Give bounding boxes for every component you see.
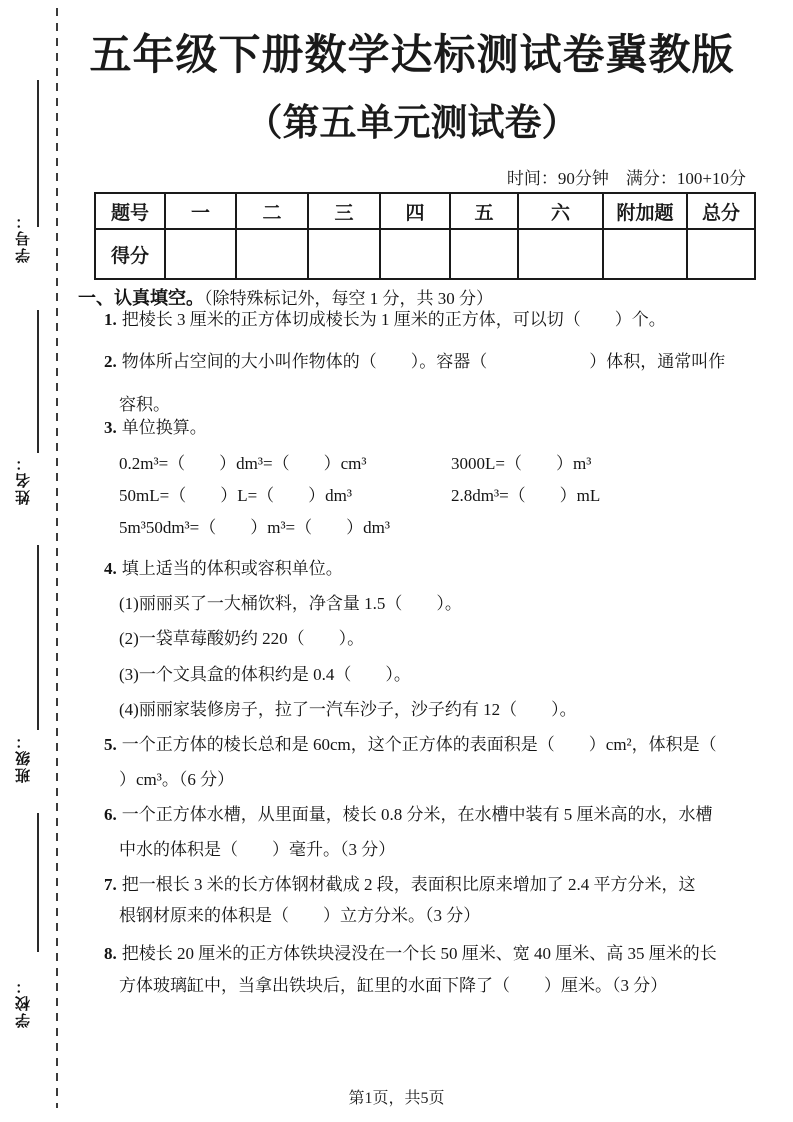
question-2-number: 2. bbox=[104, 352, 117, 371]
question-2-text-cont: 容积。 bbox=[119, 395, 170, 414]
question-3-number: 3. bbox=[104, 418, 117, 437]
section-heading-text: 一、认真填空。 bbox=[78, 288, 204, 308]
score-table-header-cell: 三 bbox=[308, 193, 380, 229]
score-table-score-row bbox=[95, 229, 755, 279]
question-5-text: 一个正方体的棱长总和是 60cm，这个正方体的表面积是（ ）cm²，体积是（ bbox=[121, 735, 717, 754]
page-subtitle: （第五单元测试卷） bbox=[245, 103, 579, 144]
question-4-heading bbox=[104, 558, 343, 580]
question-8-number: 8. bbox=[104, 944, 117, 963]
time-score-info: 时间：90分钟 满分：100+10分 bbox=[506, 169, 746, 188]
question-1-number: 1. bbox=[104, 310, 117, 329]
question-2-line-2 bbox=[119, 394, 170, 416]
question-8-line-1 bbox=[104, 943, 717, 965]
question-3-heading bbox=[104, 417, 207, 439]
question-6-line-2 bbox=[119, 839, 395, 861]
question-5-text-cont: ）cm³。（6 分） bbox=[119, 770, 235, 789]
question-4-number: 4. bbox=[104, 559, 117, 578]
question-1 bbox=[104, 309, 666, 331]
conversion-right: 3000L=（ ）m³ bbox=[451, 454, 592, 473]
score-cell bbox=[687, 229, 755, 279]
class-label: 班级： bbox=[16, 732, 32, 783]
score-cell bbox=[236, 229, 308, 279]
question-6-line-1 bbox=[104, 804, 713, 826]
section-1-heading bbox=[78, 287, 493, 310]
question-4-item-2 bbox=[119, 628, 364, 650]
question-4-item-text: (3)一个文具盒的体积约是 0.4（ ）。 bbox=[119, 665, 411, 684]
score-cell bbox=[380, 229, 450, 279]
question-7-text-cont: 根钢材原来的体积是（ ）立方分米。（3 分） bbox=[119, 906, 481, 925]
question-3-text: 单位换算。 bbox=[121, 418, 207, 437]
score-table bbox=[94, 192, 756, 280]
score-table-header-cell: 六 bbox=[518, 193, 603, 229]
question-5-line-1 bbox=[104, 734, 717, 756]
score-table-header-cell: 五 bbox=[450, 193, 518, 229]
conversion-left: 5m³50dm³=（ ）m³=（ ）dm³ bbox=[119, 518, 390, 537]
question-4-item-text: (1)丽丽买了一大桶饮料，净含量 1.5（ ）。 bbox=[119, 594, 462, 613]
question-4-item-3 bbox=[119, 664, 411, 686]
page-footer: 第1页，共5页 bbox=[348, 1090, 445, 1107]
student-name-label: 姓名： bbox=[16, 454, 32, 505]
question-6-text: 一个正方体水槽，从里面量，棱长 0.8 分米，在水槽中装有 5 厘米高的水，水槽 bbox=[121, 805, 713, 824]
question-1-text: 把棱长 3 厘米的正方体切成棱长为 1 厘米的正方体，可以切（ ）个。 bbox=[121, 310, 666, 329]
conversion-left: 50mL=（ ）L=（ ）dm³ bbox=[119, 486, 352, 505]
score-table-header-cell: 总分 bbox=[687, 193, 755, 229]
question-7-line-2 bbox=[119, 905, 480, 927]
question-3-conversion-row-3 bbox=[119, 517, 451, 539]
conversion-left: 0.2m³=（ ）dm³=（ ）cm³ bbox=[119, 454, 367, 473]
question-4-text: 填上适当的体积或容积单位。 bbox=[121, 559, 343, 578]
question-7-number: 7. bbox=[104, 875, 117, 894]
question-8-text-cont: 方体玻璃缸中，当拿出铁块后，缸里的水面下降了（ ）厘米。（3 分） bbox=[119, 976, 668, 995]
score-table-header-row bbox=[95, 193, 755, 229]
section-heading-note: （除特殊标记外，每空 1 分，共 30 分） bbox=[204, 289, 493, 308]
score-row-label: 得分 bbox=[95, 229, 165, 279]
score-cell bbox=[165, 229, 236, 279]
score-cell bbox=[308, 229, 380, 279]
question-4-item-4 bbox=[119, 699, 577, 721]
question-7-text: 把一根长 3 米的长方体钢材截成 2 段，表面积比原来增加了 2.4 平方分米，这 bbox=[121, 875, 696, 894]
question-2-line-1 bbox=[104, 351, 725, 373]
question-8-text: 把棱长 20 厘米的正方体铁块浸没在一个长 50 厘米、宽 40 厘米、高 35 厘米的长 bbox=[121, 944, 717, 963]
score-table-header-cell: 题号 bbox=[95, 193, 165, 229]
class-blank-line bbox=[37, 545, 39, 730]
conversion-right: 2.8dm³=（ ）mL bbox=[451, 486, 601, 505]
score-table-header-cell: 附加题 bbox=[603, 193, 687, 229]
question-4-item-text: (4)丽丽家装修房子，拉了一汽车沙子，沙子约有 12（ ）。 bbox=[119, 700, 577, 719]
question-2-text: 物体所占空间的大小叫作物体的（ ）。容器（ ）体积，通常叫作 bbox=[121, 352, 726, 371]
question-8-line-2 bbox=[119, 975, 667, 997]
score-table-header-cell: 四 bbox=[380, 193, 450, 229]
student-id-blank-line bbox=[37, 80, 39, 227]
student-name-blank-line bbox=[37, 310, 39, 453]
school-label: 学校： bbox=[16, 977, 32, 1028]
score-table-header-cell: 一 bbox=[165, 193, 236, 229]
score-cell bbox=[603, 229, 687, 279]
question-4-item-1 bbox=[119, 593, 462, 615]
score-table-header-cell: 二 bbox=[236, 193, 308, 229]
page-title: 五年级下册数学达标测试卷冀教版 bbox=[89, 33, 735, 79]
question-6-number: 6. bbox=[104, 805, 117, 824]
question-5-number: 5. bbox=[104, 735, 117, 754]
school-blank-line bbox=[37, 813, 39, 952]
question-3-conversion-row-2 bbox=[119, 485, 600, 507]
question-3-conversion-row-1 bbox=[119, 453, 591, 475]
question-7-line-1 bbox=[104, 874, 696, 896]
dashed-cut-line bbox=[56, 8, 58, 1108]
question-6-text-cont: 中水的体积是（ ）毫升。（3 分） bbox=[119, 840, 396, 859]
student-id-label: 学号： bbox=[16, 212, 32, 263]
score-cell bbox=[450, 229, 518, 279]
score-cell bbox=[518, 229, 603, 279]
question-5-line-2 bbox=[119, 769, 234, 791]
question-4-item-text: (2)一袋草莓酸奶约 220（ ）。 bbox=[119, 629, 365, 648]
